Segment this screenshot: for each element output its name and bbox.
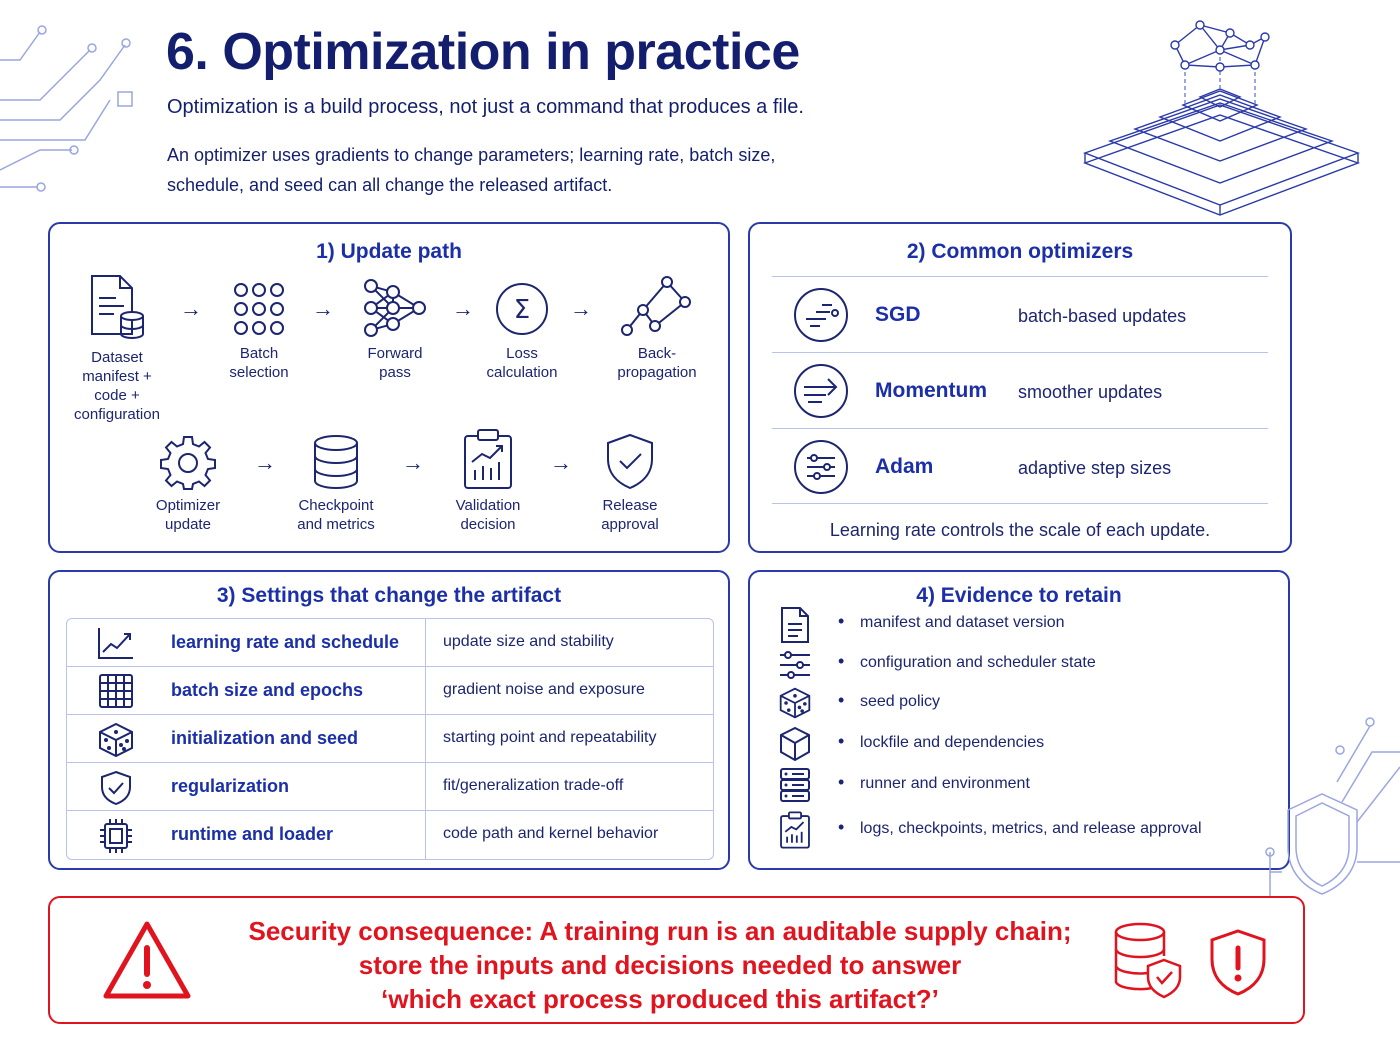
sliders-icon [792, 438, 850, 496]
circuit-shield-decoration-icon [1262, 712, 1400, 912]
page-description-line-1: An optimizer uses gradients to change parameters; learning rate, batch size, [167, 145, 776, 165]
setting-name: batch size and epochs [171, 680, 364, 700]
svg-text:Σ: Σ [513, 295, 531, 325]
shield-check-icon [97, 770, 135, 806]
settings-row [67, 667, 713, 715]
sigma-icon [494, 280, 550, 338]
optimizer-desc-adam: adaptive step sizes [1018, 458, 1172, 478]
document-icon [778, 606, 812, 644]
flow-arrow: → [550, 450, 572, 475]
setting-effect: update size and stability [443, 633, 614, 650]
step-validation-decision [438, 428, 538, 534]
dice-icon [778, 685, 812, 721]
optimizer-row-sgd [772, 276, 1268, 352]
page-title: 6. Optimization in practice [166, 23, 800, 81]
warning-triangle-icon [102, 918, 192, 1002]
step-checkpoint-label-1: Checkpoint [298, 497, 374, 514]
security-banner [48, 896, 1305, 1024]
update-path-panel [48, 222, 730, 553]
momentum-arrow-icon [792, 362, 850, 420]
bullet: • [838, 690, 845, 710]
setting-name: regularization [171, 776, 290, 796]
step-validation-label-1: Validation [455, 497, 521, 514]
step-batch-label-1: Batch [239, 345, 279, 362]
settings-row [67, 619, 713, 667]
graph-nodes-icon [621, 274, 693, 338]
step-backprop-label-1: Back- [637, 345, 677, 362]
page-subtitle: Optimization is a build process, not just a command that produces a file. [167, 96, 804, 118]
step-dataset-label-4: configuration [74, 406, 160, 423]
step-loss-calculation [472, 280, 572, 382]
server-icon [778, 767, 812, 803]
bullet: • [838, 651, 845, 671]
evidence-text: seed policy [860, 693, 941, 710]
setting-effect: gradient noise and exposure [443, 681, 645, 698]
setting-effect: starting point and repeatability [443, 729, 657, 746]
grid-icon [97, 674, 135, 708]
step-forward-label-2: pass [379, 364, 411, 381]
flow-arrow: → [180, 296, 202, 321]
evidence-panel [748, 570, 1290, 870]
step-optimizer-label-2: update [165, 516, 211, 533]
step-checkpoint [282, 434, 390, 534]
cube-icon [778, 726, 812, 762]
clipboard-chart-icon [778, 810, 812, 850]
speed-lines-icon [792, 286, 850, 344]
setting-effect: code path and kernel behavior [443, 825, 659, 842]
step-backpropagation [604, 274, 710, 382]
evidence-text: manifest and dataset version [860, 614, 1065, 631]
settings-row [67, 811, 713, 859]
security-line-3: ‘which exact process produced this artifact?’ [381, 984, 939, 1014]
database-icon [311, 434, 361, 490]
step-dataset-label-1: Dataset [91, 349, 143, 366]
bullet: • [838, 731, 845, 751]
line-chart-icon [97, 626, 135, 660]
step-forward-pass [346, 278, 444, 382]
step-release-label-2: approval [601, 516, 659, 533]
dice-icon [97, 722, 135, 758]
setting-name: initialization and seed [171, 728, 359, 748]
setting-name: runtime and loader [171, 824, 334, 844]
evidence-text: configuration and scheduler state [860, 654, 1096, 671]
security-line-1: Security consequence: A training run is an auditable supply chain; [248, 916, 1072, 946]
optimizer-name-adam: Adam [875, 455, 934, 478]
neural-network-icon [363, 278, 427, 338]
sliders-icon [778, 650, 812, 680]
document-database-icon [86, 274, 148, 342]
settings-table [66, 618, 714, 860]
circuit-decoration-icon [0, 20, 140, 200]
optimizer-row-momentum [772, 352, 1268, 428]
step-batch-label-2: selection [229, 364, 289, 381]
optimizer-row-adam [772, 428, 1268, 504]
layered-pyramid-icon [1080, 15, 1365, 225]
flow-arrow: → [452, 296, 474, 321]
step-loss-label-1: Loss [506, 345, 538, 362]
flow-arrow: → [254, 450, 276, 475]
grid-dots-icon [232, 280, 286, 338]
gear-icon [160, 434, 216, 490]
optimizer-name-momentum: Momentum [875, 379, 987, 402]
settings-row [67, 715, 713, 763]
step-release-approval [580, 432, 680, 534]
setting-effect: fit/generalization trade-off [443, 777, 624, 794]
step-checkpoint-label-2: and metrics [297, 516, 375, 533]
database-shield-icon [1112, 922, 1184, 1000]
step-release-label-1: Release [602, 497, 658, 514]
step-batch-selection [210, 280, 308, 382]
bullet: • [838, 772, 845, 792]
settings-title: 3) Settings that change the artifact [216, 584, 562, 607]
step-dataset [62, 274, 172, 424]
optimizer-desc-momentum: smoother updates [1018, 382, 1163, 402]
optimizers-panel [748, 222, 1292, 553]
optimizer-name-sgd: SGD [875, 303, 921, 326]
chip-icon [97, 818, 135, 854]
settings-panel [48, 570, 730, 870]
step-dataset-label-3: code + [94, 387, 140, 404]
evidence-text: runner and environment [860, 775, 1030, 792]
step-dataset-label-2: manifest + [82, 368, 152, 385]
shield-check-icon [604, 432, 656, 490]
flow-arrow: → [570, 296, 592, 321]
optimizers-title: 2) Common optimizers [906, 240, 1134, 263]
settings-row [67, 763, 713, 811]
page-description-line-2: schedule, and seed can all change the released artifact. [167, 175, 613, 195]
step-optimizer-label-1: Optimizer [155, 497, 221, 514]
clipboard-chart-icon [460, 428, 516, 490]
flow-arrow: → [402, 450, 424, 475]
setting-name: learning rate and schedule [171, 632, 400, 652]
step-forward-label-1: Forward [367, 345, 423, 362]
flow-arrow: → [312, 296, 334, 321]
evidence-title: 4) Evidence to retain [916, 584, 1122, 607]
evidence-text: logs, checkpoints, metrics, and release approval [860, 820, 1202, 837]
security-message [210, 914, 1110, 1016]
security-line-2: store the inputs and decisions needed to answer [358, 950, 962, 980]
step-loss-label-2: calculation [486, 364, 558, 381]
optimizer-desc-sgd: batch-based updates [1018, 306, 1187, 326]
evidence-text: lockfile and dependencies [860, 734, 1045, 751]
bullet: • [838, 817, 845, 837]
step-validation-label-2: decision [460, 516, 516, 533]
update-path-title: 1) Update path [316, 240, 462, 263]
step-backprop-label-2: propagation [617, 364, 697, 381]
shield-alert-icon [1208, 928, 1268, 998]
bullet: • [838, 611, 845, 631]
optimizers-footnote: Learning rate controls the scale of each update. [829, 520, 1211, 540]
step-optimizer-update [138, 434, 238, 534]
